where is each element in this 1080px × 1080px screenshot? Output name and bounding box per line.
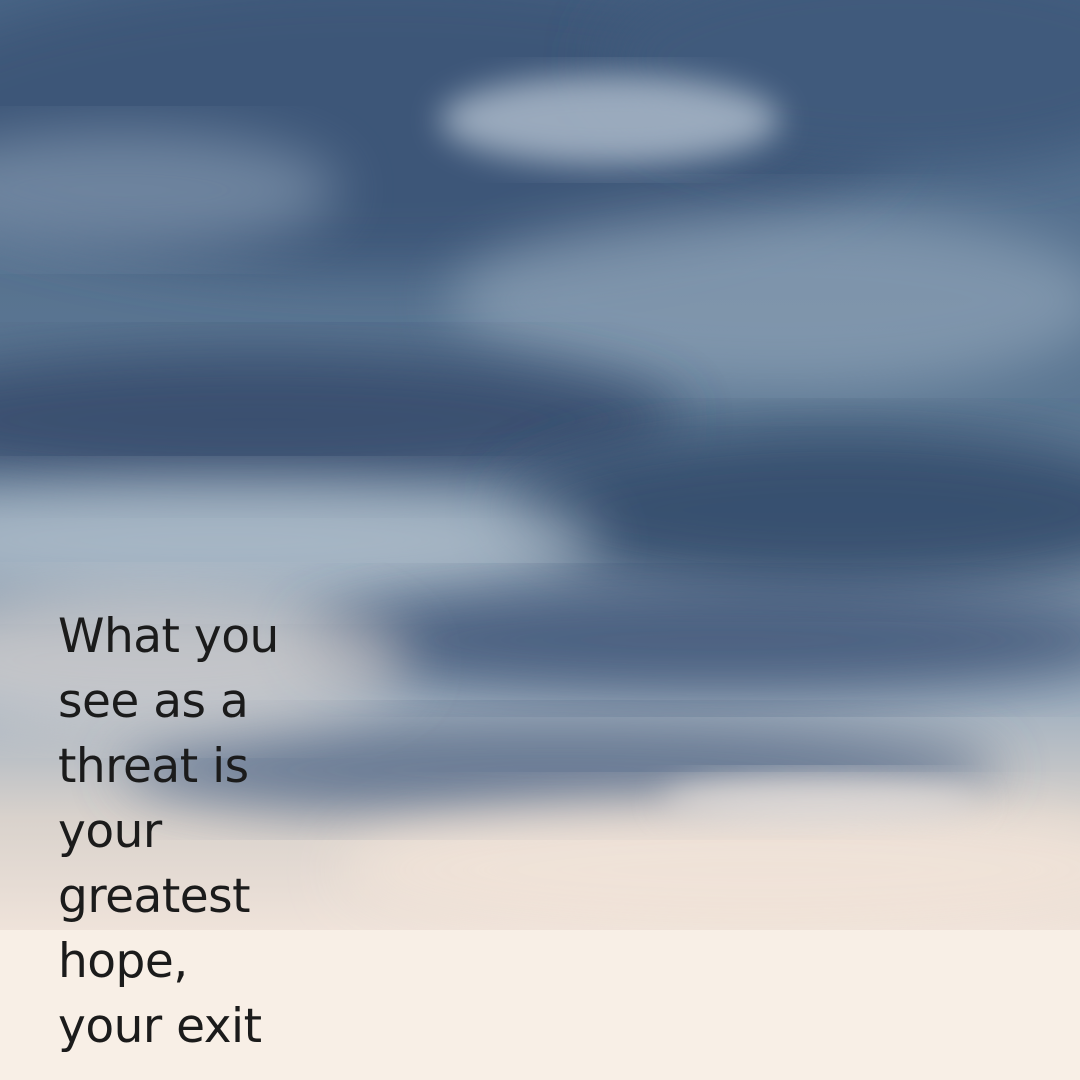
light-wisp-center: [450, 210, 1080, 390]
quote-line: your exit: [58, 999, 262, 1054]
quote-line: threat is: [58, 739, 249, 794]
quote-text: [58, 604, 478, 1059]
quote-line: your: [58, 804, 162, 859]
bright-streak: [660, 775, 980, 825]
quote-line: greatest: [58, 869, 251, 924]
quote-line: see as a: [58, 674, 249, 729]
light-wisp-top: [440, 75, 780, 165]
quote-line: hope,: [58, 934, 188, 989]
quote-line: What you: [58, 609, 279, 664]
